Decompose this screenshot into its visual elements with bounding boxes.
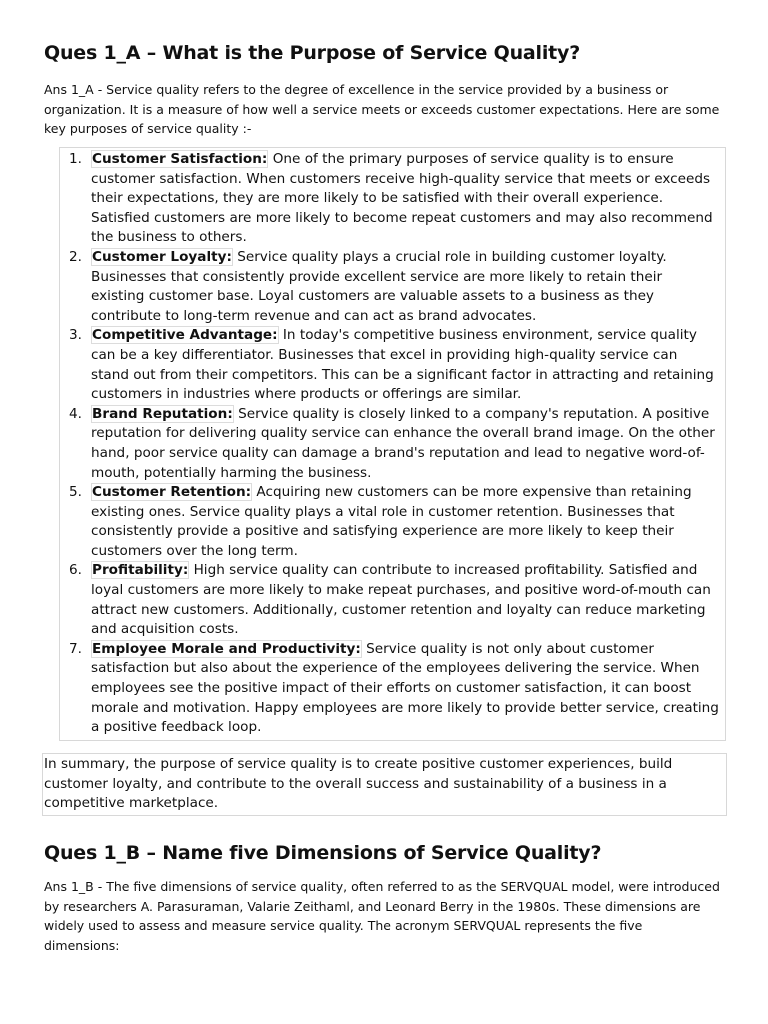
summary-paragraph: In summary, the purpose of service quality is to create positive customer experiences, build customer loyalty, and contribute to the overall success and sustainability of a business in a competitive marketplace. — [42, 753, 727, 816]
list-item — [60, 405, 719, 483]
list-item-text: One of the primary purposes of service quality is to ensure customer satisfaction. When customers receive high-quality service that meets or exceeds their expectations, they are more likely to be satisfied with their overall experience. Satisfied customers are more likely to become repeat customers and may also recommend the business to others. — [91, 151, 713, 246]
answer-1b-intro — [44, 877, 720, 955]
list-item-term: Profitability: — [92, 562, 189, 579]
list-item-text: Acquiring new customers can be more expensive than retaining existing ones. Service quality plays a vital role in customer retention. Businesses that consistently provide a positive and satisfying experience are more likely to keep their customers over the long term. — [91, 484, 692, 559]
list-item-number: 1. — [69, 151, 82, 167]
answer-1b-prefix: Ans 1_B — [44, 879, 94, 894]
list-item-number: 7. — [69, 640, 82, 657]
list-item-number: 2. — [69, 248, 82, 265]
list-item-number: 5. — [69, 484, 82, 501]
answer-1a-text: - Service quality refers to the degree of excellence in the service provided by a business or organization. It is a measure of how well a service meets or exceeds customer expectations. Here are some key purposes of service quality :- — [44, 82, 720, 136]
list-item — [60, 561, 719, 639]
list-item — [60, 483, 719, 561]
list-item — [60, 248, 719, 326]
list-item-text: Service quality is not only about customer satisfaction but also about the experience of the employees delivering the service. When employees see the positive impact of their efforts on customer satisfaction, it can boost morale and motivation. Happy employees are more likely to provide better service, creating a positive feedback loop. — [91, 640, 719, 736]
list-item-text: High service quality can contribute to increased profitability. Satisfied and loyal customers are more likely to make repeat purchases, and positive word-of-mouth can attract new customers. Additionally, customer retention and loyalty can reduce marketing and acquisition costs. — [91, 562, 711, 638]
list-item-text: Service quality is closely linked to a company's reputation. A positive reputation for delivering quality service can enhance the overall brand image. On the other hand, poor service quality can damage a brand's reputation and lead to negative word-of-mouth, potentially harming the business. — [91, 405, 715, 481]
list-item-number: 4. — [69, 405, 82, 422]
list-item-term: Customer Satisfaction: — [92, 151, 268, 167]
purposes-list-box — [59, 147, 726, 741]
list-item-term: Competitive Advantage: — [92, 327, 278, 344]
answer-1b-text: - The five dimensions of service quality, often referred to as the SERVQUAL model, were introduced by researchers A. Parasuraman, Valarie Zeithaml, and Leonard Berry in the 1980s. These dimensions are widely used to assess and measure service quality. The acronym SERVQUAL represents the five dimensions: — [44, 879, 720, 953]
question-1b-heading: Ques 1_B – Name five Dimensions of Service Quality? — [44, 842, 602, 864]
list-item — [60, 150, 719, 248]
purposes-list — [60, 150, 719, 738]
list-item-term: Customer Loyalty: — [92, 248, 232, 265]
list-item — [60, 640, 719, 738]
list-item-number: 3. — [69, 327, 82, 344]
list-item-number: 6. — [69, 562, 82, 579]
list-item-text: In today's competitive business environment, service quality can be a key differentiator. Businesses that excel in providing high-quality service can stand out from their competitors. This can be a significant factor in attracting and retaining customers in industries where products or offerings are similar. — [91, 327, 714, 403]
answer-1a-prefix: Ans 1_A — [44, 82, 94, 97]
list-item-text: Service quality plays a crucial role in building customer loyalty. Businesses that consistently provide excellent service are more likely to retain their existing customer base. Loyal customers are valuable assets to a business as they contribute to long-term revenue and can act as brand advocates. — [91, 248, 667, 324]
answer-1a-intro — [44, 80, 720, 139]
list-item-term: Brand Reputation: — [92, 405, 233, 422]
list-item — [60, 326, 719, 404]
question-1a-heading: Ques 1_A – What is the Purpose of Service Quality? — [44, 42, 581, 64]
list-item-term: Customer Retention: — [92, 484, 252, 501]
list-item-term: Employee Morale and Productivity: — [92, 640, 361, 657]
